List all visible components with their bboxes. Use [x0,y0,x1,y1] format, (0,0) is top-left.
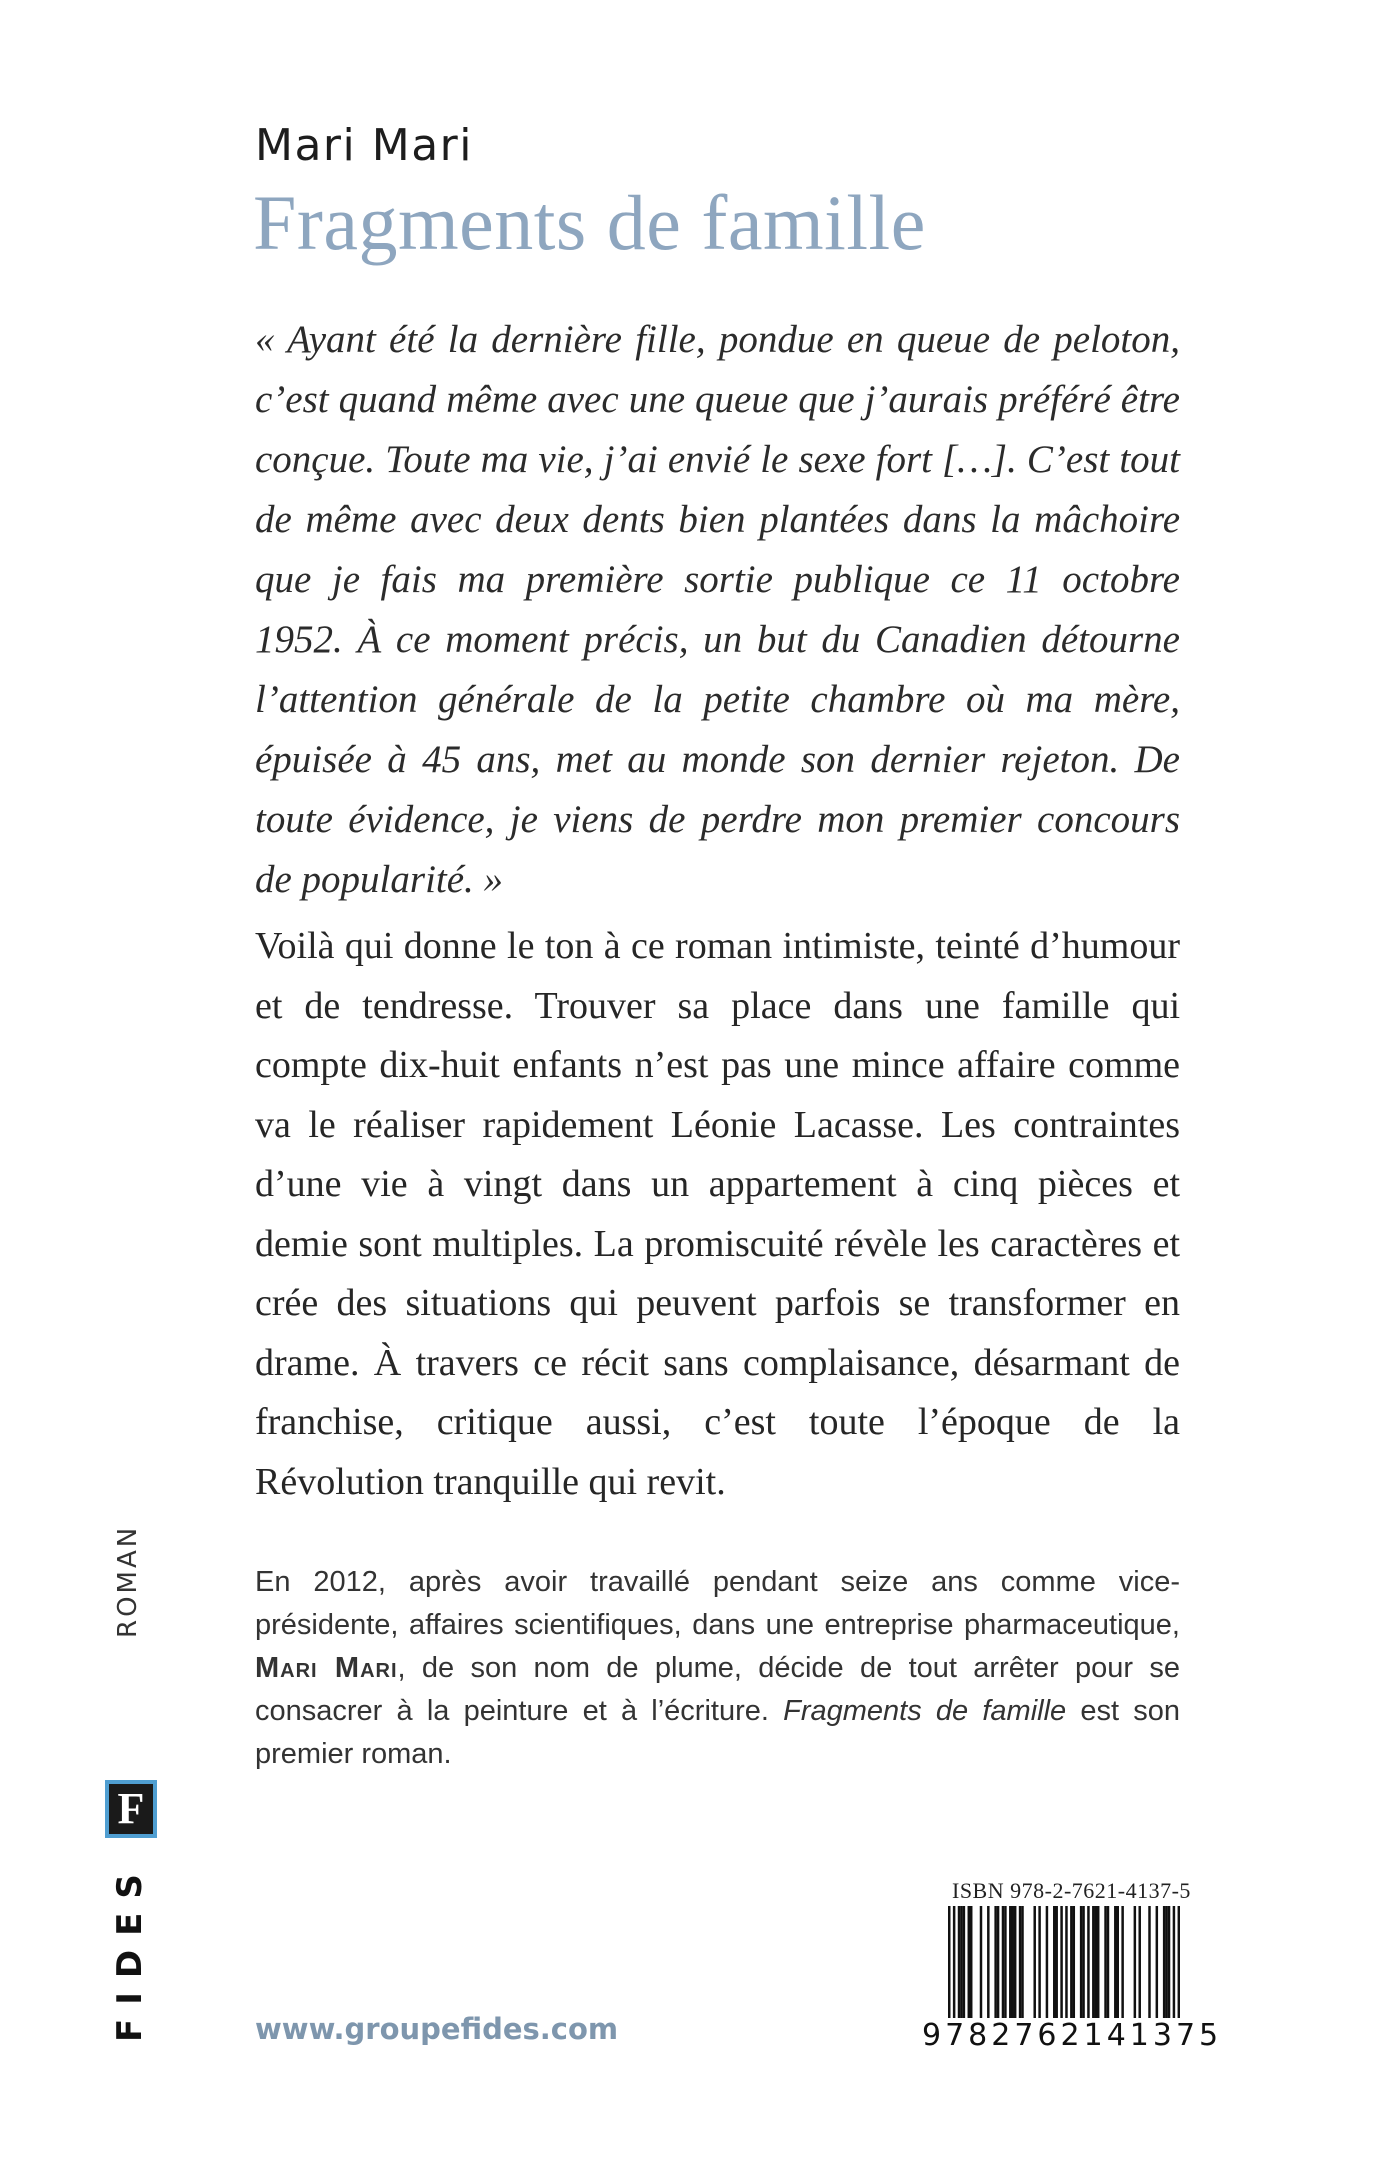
barcode-bar [1092,1906,1094,2018]
barcode-bar [1165,1906,1167,2018]
barcode-bar [980,1906,982,2018]
barcode-bar [1134,1906,1136,2018]
barcode-bar [970,1906,972,2018]
publisher-name: FIDES [110,1860,150,2042]
barcode-bar [963,1906,965,2018]
barcode-bar [1060,1906,1062,2018]
bio-text-1: En 2012, après avoir travaillé pendant seize ans comme vice-présidente, affaires scientifiques, dans une entreprise pharmaceutique, [255,1566,1180,1641]
barcode-bar [1097,1906,1099,2018]
barcode-digits: 9782762141375 [922,2018,1223,2053]
barcode-bar [1055,1906,1057,2018]
barcode-bar [1104,1906,1106,2018]
barcode-bar [958,1906,960,2018]
barcode [948,1906,1180,2018]
barcode-bar [1033,1906,1035,2018]
barcode-bar [1138,1906,1140,2018]
barcode-bar [1011,1906,1013,2018]
isbn-label: ISBN 978-2-7621-4137-5 [952,1878,1191,1903]
barcode-bar [1121,1906,1123,2018]
barcode-bar [948,1906,950,2018]
barcode-bar [1173,1906,1175,2018]
publisher-website: www.groupefides.com [255,2012,619,2046]
barcode-bar [1004,1906,1006,2018]
barcode-bar [1046,1906,1048,2018]
barcode-bar [1156,1906,1158,2018]
barcode-bar [1073,1906,1075,2018]
barcode-bar [953,1906,955,2018]
barcode-bar [1095,1906,1097,2018]
barcode-bar [1117,1906,1119,2018]
barcode-bar [1014,1906,1016,2018]
barcode-bar [1053,1906,1055,2018]
barcode-bar [1019,1906,1021,2018]
barcode-bar [1009,1906,1011,2018]
author-bio [255,1561,1180,1776]
barcode-bar [1087,1906,1089,2018]
barcode-bar [1082,1906,1084,2018]
book-title: Fragments de famille [253,179,926,266]
barcode-bar [1070,1906,1072,2018]
publisher-logo [105,1780,157,1838]
author-name: Mari Mari [255,120,473,171]
barcode-bar [1168,1906,1170,2018]
barcode-bar [1002,1906,1004,2018]
barcode-bar [1107,1906,1109,2018]
bio-text-2: , de son nom de plume, décide de tout arrêter pour se consacrer à la peinture et à l’écriture. [255,1652,1180,1727]
book-summary: Voilà qui donne le ton à ce roman intimiste, teinté d’humour et de tendresse. Trouver sa place dans une famille qui compte dix-huit enfants n’est pas une mince affaire comme va le réaliser rapidement Léonie Lacasse. Les contraintes d’une vie à vingt dans un appartement à cinq pièces et demie sont multiples. La promiscuité révèle les caractères et crée des situations qui peuvent parfois se transformer en drame. À travers ce récit sans complaisance, désarmant de franchise, critique aussi, c’est toute l’époque de la Révolution tranquille qui revit. [255,925,1180,1503]
bio-text-3: est son premier roman. [255,1695,1180,1770]
barcode-bar [1038,1906,1040,2018]
barcode-bar [997,1906,999,2018]
barcode-bar [1065,1906,1067,2018]
genre-label: ROMAN [113,1524,143,1638]
barcode-bar [960,1906,962,2018]
bio-book-title: Fragments de famille [783,1695,1067,1727]
barcode-bar [1148,1906,1150,2018]
barcode-bar [1178,1906,1180,2018]
barcode-bar [1114,1906,1116,2018]
barcode-bar [987,1906,989,2018]
barcode-bar [1021,1906,1023,2018]
barcode-bar [1163,1906,1165,2018]
barcode-bar [968,1906,970,2018]
barcode-bar [1080,1906,1082,2018]
barcode-bar [994,1906,996,2018]
logo-letter: F [117,1784,145,1833]
excerpt-quote: « Ayant été la dernière fille, pondue en queue de peloton, c’est quand même avec une queue que j’aurais préféré être conçue. Toute ma vie, j’ai envié le sexe fort […]. C’est tout de même avec deux dents bien plantées dans la mâchoire que je fais ma première sortie publique ce 11 octobre 1952. À ce moment précis, un but du Canadien détourne l’attention générale de la petite chambre où ma mère, épuisée à 45 ans, met au monde son dernier rejeton. De toute évidence, je viens de perdre mon premier concours de popularité. » [255,318,1180,901]
bio-author-name: Mari Mari [255,1652,398,1684]
